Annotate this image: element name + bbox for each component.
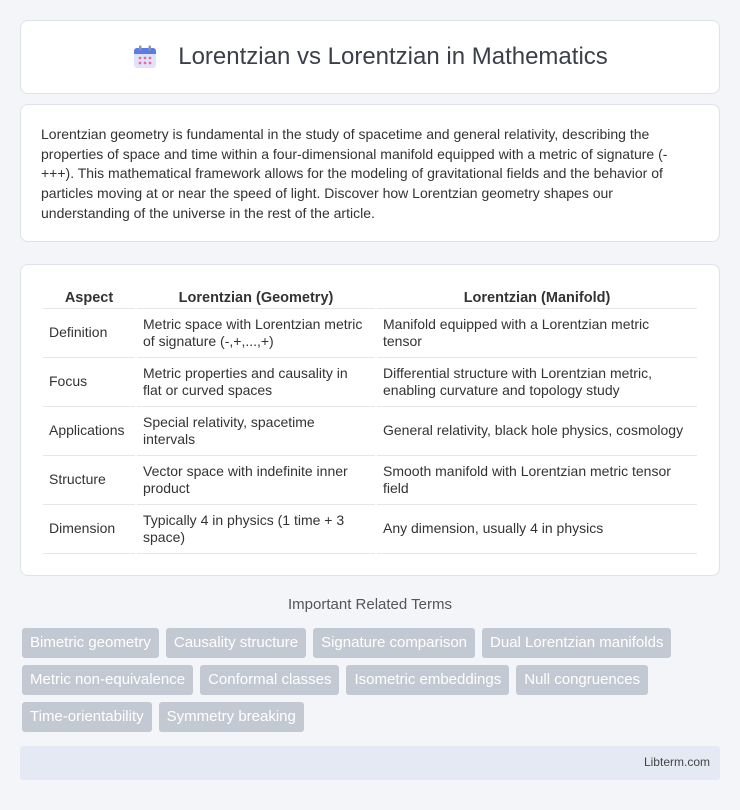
tag-causality-structure[interactable]: Causality structure	[166, 628, 306, 658]
row-aspect: Definition	[43, 309, 135, 358]
header-aspect: Aspect	[43, 285, 135, 309]
table-row	[43, 505, 697, 554]
tag-null-congruences[interactable]: Null congruences	[516, 665, 648, 695]
related-terms-title: Important Related Terms	[288, 596, 452, 613]
tag-time-orientability[interactable]: Time-orientability	[22, 702, 152, 732]
header-manifold: Lorentzian (Manifold)	[377, 285, 697, 309]
row-geometry: Special relativity, spacetime intervals	[137, 407, 375, 456]
intro-card	[20, 104, 720, 242]
row-manifold: Differential structure with Lorentzian metric, enabling curvature and topology study	[377, 358, 697, 407]
comparison-table	[41, 285, 699, 554]
row-geometry: Metric properties and causality in flat or curved spaces	[137, 358, 375, 407]
table-row	[43, 407, 697, 456]
table-header-row	[43, 285, 697, 309]
row-geometry: Typically 4 in physics (1 time + 3 space)	[137, 505, 375, 554]
row-aspect: Dimension	[43, 505, 135, 554]
tag-conformal-classes[interactable]: Conformal classes	[200, 665, 339, 695]
tag-signature-comparison[interactable]: Signature comparison	[313, 628, 475, 658]
row-geometry: Vector space with indefinite inner product	[137, 456, 375, 505]
footer-site-link[interactable]: Libterm.com	[643, 755, 710, 769]
comparison-table-card	[20, 264, 720, 576]
row-aspect: Applications	[43, 407, 135, 456]
row-aspect: Structure	[43, 456, 135, 505]
table-row	[43, 358, 697, 407]
tag-isometric-embeddings[interactable]: Isometric embeddings	[346, 665, 509, 695]
row-manifold: Any dimension, usually 4 in physics	[377, 505, 697, 554]
row-manifold: Manifold equipped with a Lorentzian metric tensor	[377, 309, 697, 358]
related-terms-tags	[22, 628, 722, 732]
title-wrap	[132, 43, 608, 71]
row-manifold: Smooth manifold with Lorentzian metric tensor field	[377, 456, 697, 505]
row-manifold: General relativity, black hole physics, cosmology	[377, 407, 697, 456]
row-geometry: Metric space with Lorentzian metric of signature (-,+,...,+)	[137, 309, 375, 358]
header-geometry: Lorentzian (Geometry)	[137, 285, 375, 309]
tag-dual-lorentzian-manifolds[interactable]: Dual Lorentzian manifolds	[482, 628, 671, 658]
intro-paragraph: Lorentzian geometry is fundamental in the study of spacetime and general relativity, describing the properties of space and time within a four-dimensional manifold equipped with a metric of signature (-+++). This mathematical framework allows for the modeling of gravitational fields and the behavior of particles moving at or near the speed of light. Discover how Lorentzian geometry shapes our understanding of the universe in the rest of the article.	[41, 126, 668, 221]
table-row	[43, 309, 697, 358]
calendar-icon	[132, 44, 158, 70]
page-title: Lorentzian vs Lorentzian in Mathematics	[178, 43, 608, 70]
row-aspect: Focus	[43, 358, 135, 407]
tag-symmetry-breaking[interactable]: Symmetry breaking	[159, 702, 304, 732]
table-row	[43, 456, 697, 505]
header-card	[20, 20, 720, 94]
footer	[20, 746, 720, 780]
tag-bimetric-geometry[interactable]: Bimetric geometry	[22, 628, 159, 658]
tag-metric-non-equivalence[interactable]: Metric non-equivalence	[22, 665, 193, 695]
